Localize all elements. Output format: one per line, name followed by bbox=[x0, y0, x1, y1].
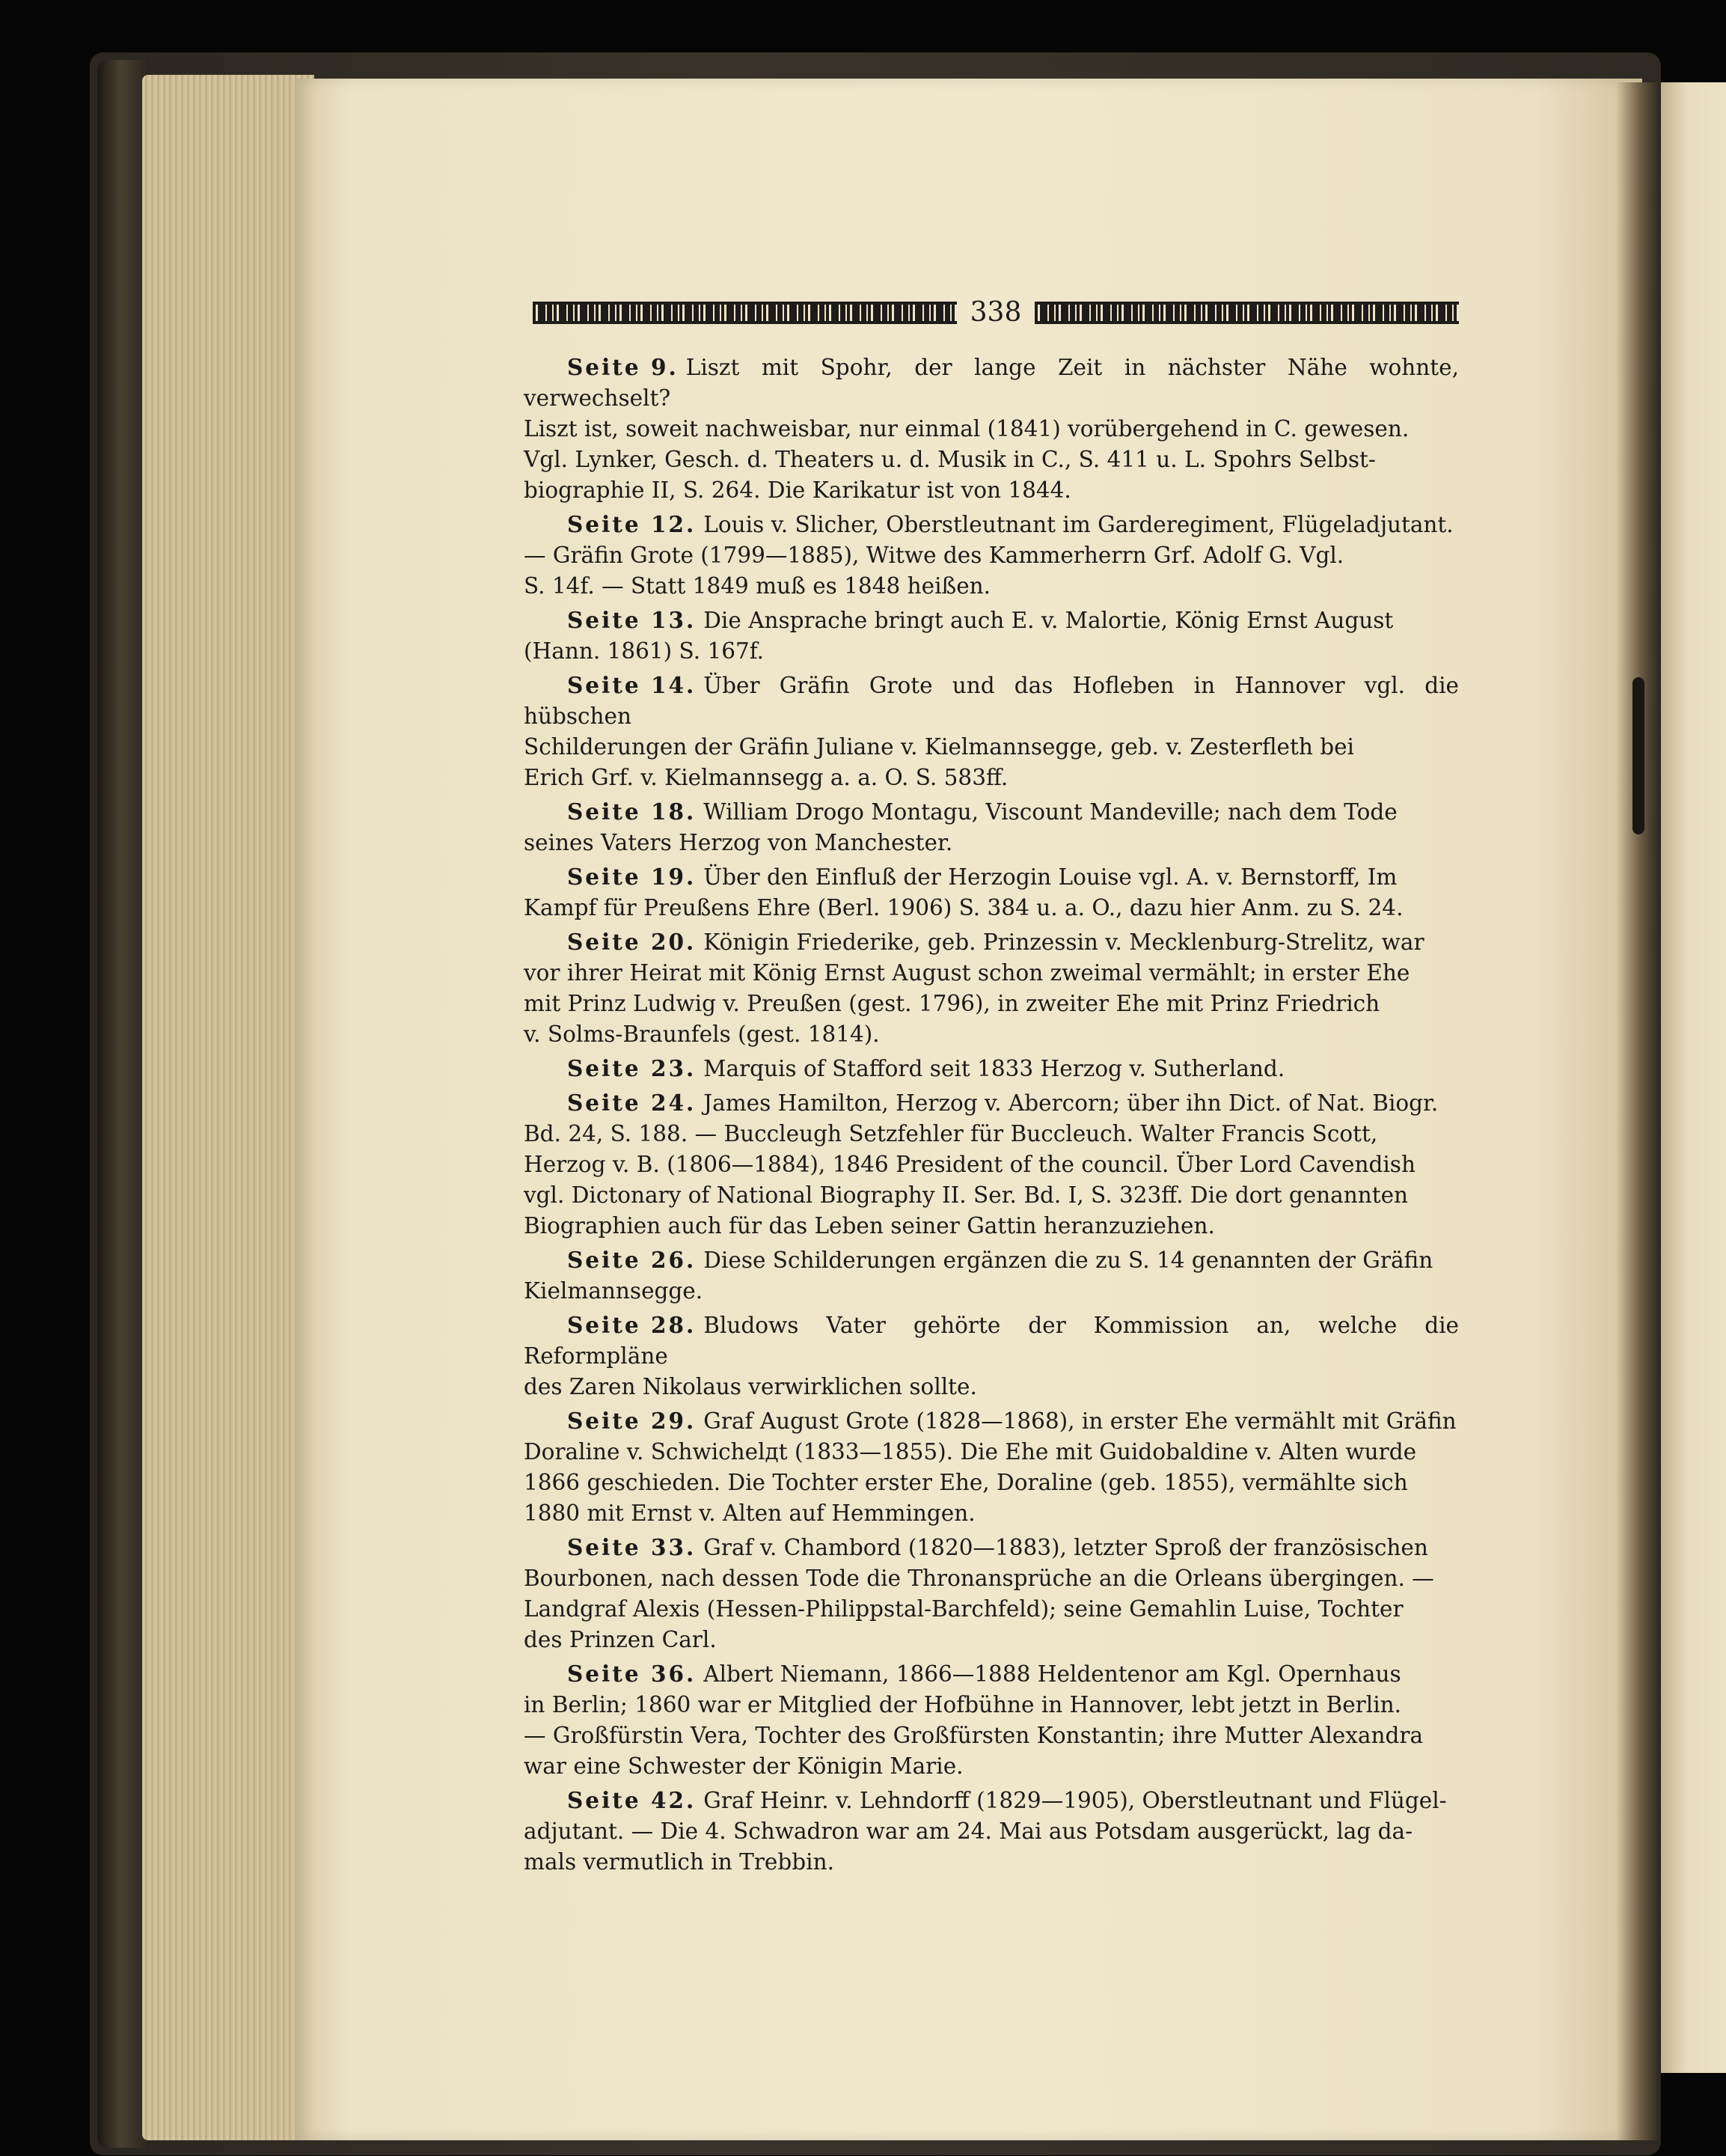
note-label: Seite 18. bbox=[567, 798, 697, 825]
page-number: 338 bbox=[970, 297, 1022, 328]
note-label: Seite 23. bbox=[567, 1055, 697, 1081]
note-label: Seite 28. bbox=[567, 1312, 697, 1338]
note-entry bbox=[524, 1658, 1459, 1782]
note-text: Die Ansprache bringt auch E. v. Malortie, König Ernst August (Hann. 1861) S. 167f. bbox=[524, 608, 1394, 664]
note-entry bbox=[524, 1087, 1459, 1242]
note-text: Graf August Grote (1828—1868), in erster Ehe vermählt mit Gräfin Doraline v. Schwichelдt (1833—1855). Die Ehe mit Guidobaldine v. Alten wurde 1866 geschieden. Die Tochter erster Ehe, Doraline (geb. 1855), vermählte sich 1880 mit Ernst v. Alten auf Hemmingen. bbox=[524, 1408, 1457, 1526]
note-entry bbox=[524, 352, 1459, 506]
note-label: Seite 29. bbox=[567, 1408, 697, 1434]
note-label: Seite 14. bbox=[567, 672, 697, 698]
note-label: Seite 20. bbox=[567, 929, 697, 955]
note-text: Über Gräfin Grote und das Hofleben in Hannover vgl. die hübschen Schilderungen der Gräfin Juliane v. Kielmannsegge, geb. v. Zesterfleth bei Erich Grf. v. Kielmannsegg a. a. O. S. 583ff. bbox=[524, 673, 1459, 790]
note-label: Seite 12. bbox=[567, 511, 697, 537]
note-label: Seite 13. bbox=[567, 607, 697, 633]
note-label: Seite 42. bbox=[567, 1787, 697, 1813]
page-gutter bbox=[1616, 82, 1661, 2140]
running-header bbox=[533, 293, 1459, 332]
note-label: Seite 26. bbox=[567, 1247, 697, 1273]
note-text: William Drogo Montagu, Viscount Mandeville; nach dem Tode seines Vaters Herzog von Manchester. bbox=[524, 799, 1398, 855]
note-entry bbox=[524, 1785, 1459, 1878]
note-text: Königin Friederike, geb. Prinzessin v. Mecklenburg-Strelitz, war vor ihrer Heirat mit König Ernst August schon zweimal vermählt; in erster Ehe mit Prinz Ludwig v. Preußen (gest. 1796), in zweiter Ehe mit Prinz Friedrich v. Solms-Braunfels (gest. 1814). bbox=[524, 929, 1424, 1047]
notes-text-block bbox=[524, 352, 1459, 1881]
note-label: Seite 19. bbox=[567, 864, 697, 890]
note-text: Liszt mit Spohr, der lange Zeit in nächster Nähe wohnte, verwechselt? Liszt ist, soweit nachweisbar, nur einmal (1841) vorübergehend in C. gewesen. Vgl. Lynker, Gesch. d. Theaters u. d. Musik in C., S. 411 u. L. Spohrs Selbst- biographie II, S. 264. Die Karikatur ist von 1844. bbox=[524, 355, 1459, 503]
note-entry bbox=[524, 509, 1459, 602]
page-edges bbox=[142, 75, 314, 2140]
note-text: Graf v. Chambord (1820—1883), letzter Sproß der französischen Bourbonen, nach dessen Tode die Thronansprüche an die Orleans übergingen. — Landgraf Alexis (Hessen-Philippstal-Barchfeld); seine Gemahlin Luise, Tochter des Prinzen Carl. bbox=[524, 1535, 1434, 1652]
binding-clasp bbox=[1632, 677, 1644, 834]
note-text: Diese Schilderungen ergänzen die zu S. 14 genannten der Gräfin Kielmannsegge. bbox=[524, 1248, 1433, 1304]
note-entry bbox=[524, 926, 1459, 1050]
note-label: Seite 33. bbox=[567, 1534, 697, 1560]
note-text: Louis v. Slicher, Oberstleutnant im Garderegiment, Flügeladjutant. — Gräfin Grote (1799—1885), Witwe des Kammerherrn Grf. Adolf G. Vgl. S. 14f. — Statt 1849 muß es 1848 heißen. bbox=[524, 512, 1454, 599]
note-entry bbox=[524, 1405, 1459, 1529]
note-label: Seite 36. bbox=[567, 1661, 697, 1687]
note-entry bbox=[524, 1053, 1459, 1084]
note-text: Marquis of Stafford seit 1833 Herzog v. Sutherland. bbox=[703, 1056, 1285, 1081]
note-text: Graf Heinr. v. Lehndorff (1829—1905), Oberstleutnant und Flügel- adjutant. — Die 4. Schwadron war am 24. Mai aus Potsdam ausgerückt, lag da- mals vermutlich in Trebbin. bbox=[524, 1788, 1447, 1875]
note-text: Bludows Vater gehörte der Kommission an, welche die Reformpläne des Zaren Nikolaus verwirklichen sollte. bbox=[524, 1313, 1459, 1399]
note-entry bbox=[524, 1532, 1459, 1655]
note-entry bbox=[524, 670, 1459, 793]
note-entry bbox=[524, 861, 1459, 923]
note-label: Seite 24. bbox=[567, 1090, 697, 1116]
note-entry bbox=[524, 1310, 1459, 1402]
note-text: Über den Einfluß der Herzogin Louise vgl. A. v. Bernstorff, Im Kampf für Preußens Ehre (Berl. 1906) S. 384 u. a. O., dazu hier Anm. zu S. 24. bbox=[524, 864, 1404, 920]
note-text: Albert Niemann, 1866—1888 Heldentenor am Kgl. Opernhaus in Berlin; 1860 war er Mitglied der Hofbühne in Hannover, lebt jetzt in Berlin. — Großfürstin Vera, Tochter des Großfürsten Konstantin; ihre Mutter Alexandra war eine Schwester der Königin Marie. bbox=[524, 1661, 1424, 1779]
note-entry bbox=[524, 1245, 1459, 1307]
greek-key-ornament-right bbox=[1035, 302, 1459, 324]
facing-page-edge bbox=[1659, 82, 1726, 2073]
note-label: Seite 9. bbox=[567, 354, 679, 380]
note-entry bbox=[524, 796, 1459, 858]
note-entry bbox=[524, 605, 1459, 667]
greek-key-ornament-left bbox=[533, 302, 957, 324]
note-text: James Hamilton, Herzog v. Abercorn; über ihn Dict. of Nat. Biogr. Bd. 24, S. 188. — Buccleugh Setzfehler für Buccleuch. Walter Francis Scott, Herzog v. B. (1806—1884), 1846 President of the council. Über Lord Cavendish vgl. Dictonary of National Biography II. Ser. Bd. I, S. 323ff. Die dort genannten Biographien auch für das Leben seiner Gattin heranzuziehen. bbox=[524, 1090, 1439, 1239]
